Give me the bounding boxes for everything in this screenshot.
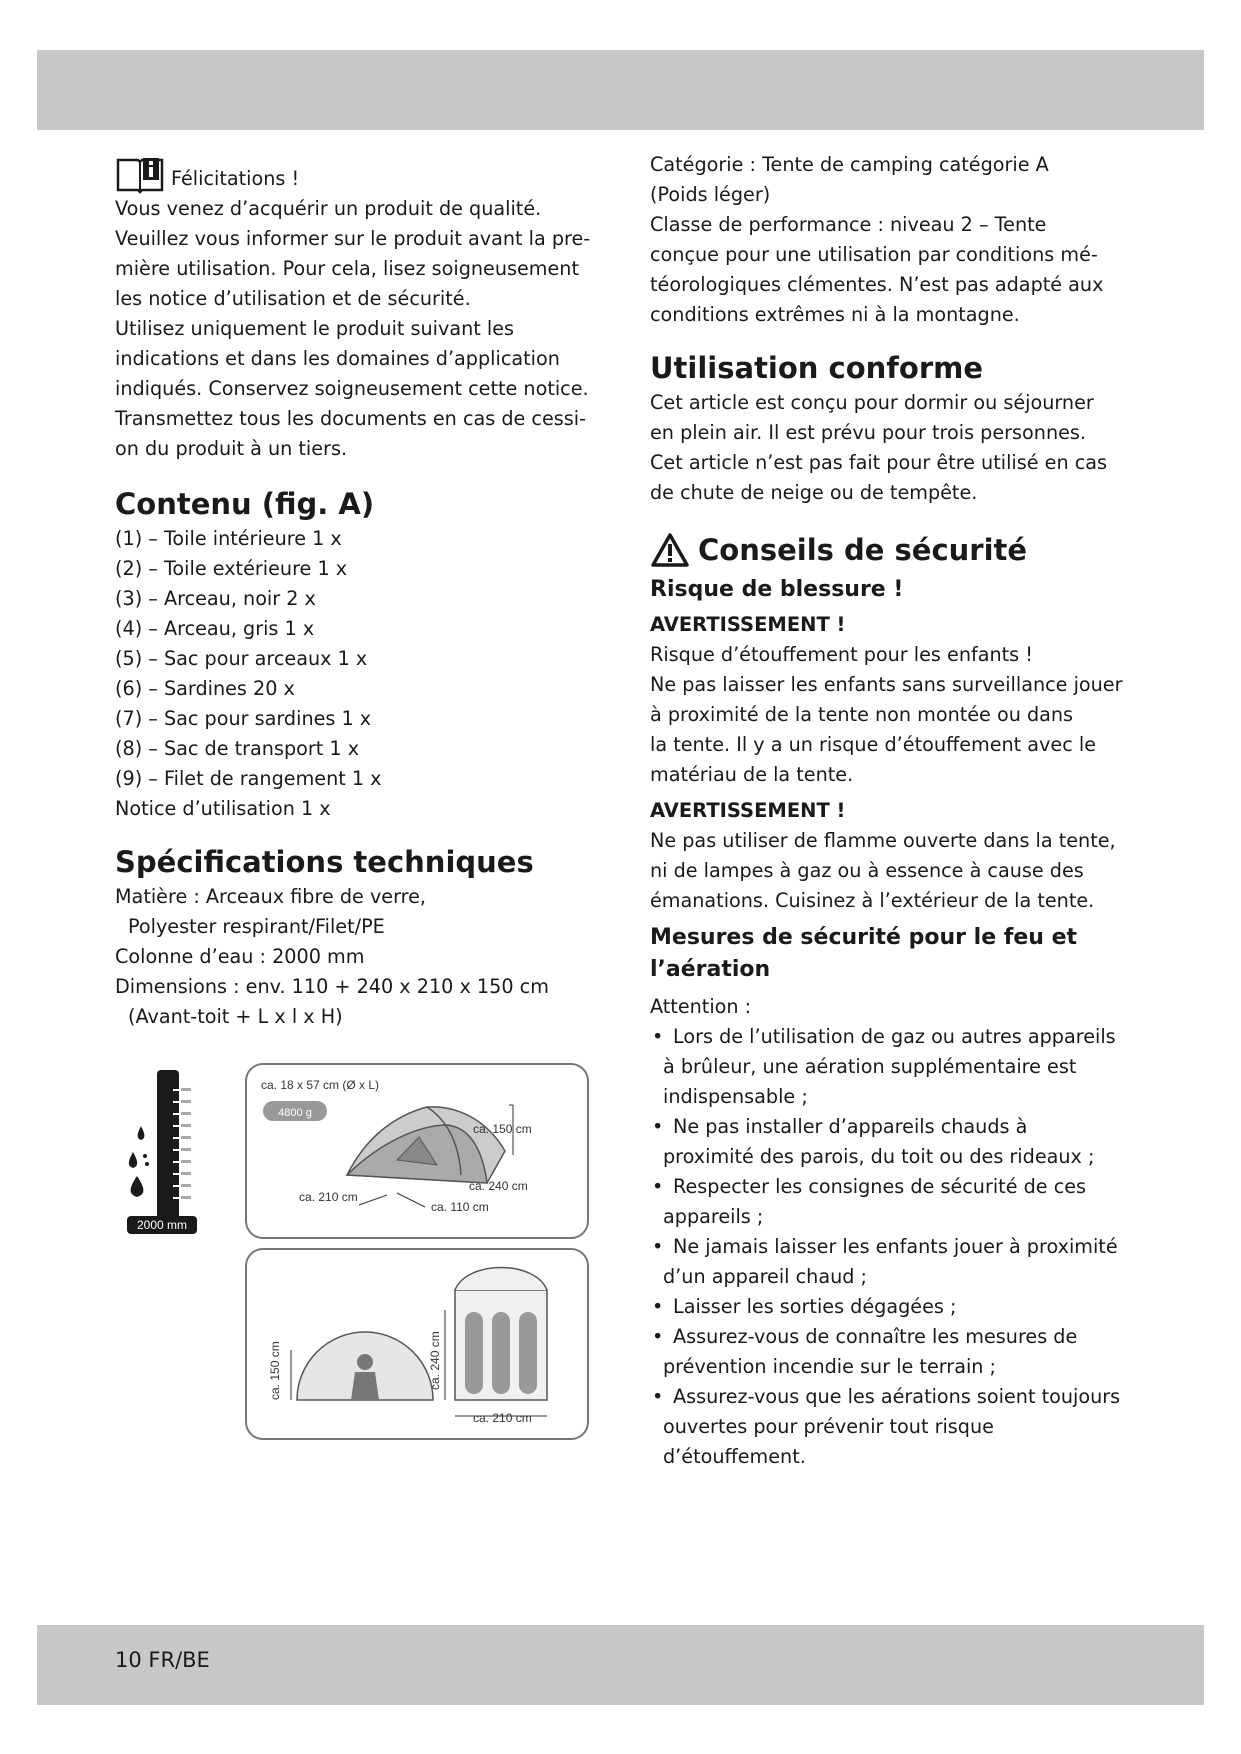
specs-line: Dimensions : env. 110 + 240 x 210 x 150 cm [115, 975, 549, 998]
contents-item: (9) – Filet de rangement 1 x [115, 767, 382, 790]
contents-item: (8) – Sac de transport 1 x [115, 737, 360, 760]
warning1-line: matériau de la tente. [650, 763, 854, 786]
usage-line: Cet article n’est pas fait pour être utilisé en cas [650, 451, 1108, 474]
intro-line: on du produit à un tiers. [115, 437, 348, 460]
height-label: ca. 150 cm [473, 1122, 532, 1136]
warning1-line: la tente. Il y a un risque d’étouffement avec le [650, 733, 1096, 756]
list-item: • Respecter les consignes de sécurité de ces appareils ; [652, 1175, 1087, 1228]
intro-header [115, 150, 595, 194]
warning2-line: Ne pas utiliser de flamme ouverte dans la tente, [650, 829, 1116, 852]
category-line: Classe de performance : niveau 2 – Tente [650, 213, 1047, 236]
contents-item: Notice d’utilisation 1 x [115, 797, 331, 820]
usage-line: Cet article est conçu pour dormir ou séjourner [650, 391, 1094, 414]
list-item: • Assurez-vous de connaître les mesures de prévention incendie sur le terrain ; [652, 1325, 1078, 1378]
category-line: Catégorie : Tente de camping catégorie A [650, 153, 1049, 176]
tent-plan-figure [245, 1248, 589, 1440]
specs-line: Matière : Arceaux fibre de verre, [115, 885, 427, 908]
warning-triangle-icon [650, 532, 690, 568]
footer-band [37, 1625, 1204, 1705]
width-label: ca. 210 cm [299, 1190, 358, 1204]
length-label: ca. 240 cm [469, 1179, 528, 1193]
safety-heading: Conseils de sécurité [698, 533, 1028, 567]
warning2-line: émanations. Cuisinez à l’extérieur de la tente. [650, 889, 1095, 912]
fire-heading: l’aération [650, 957, 771, 982]
intro-line: Utilisez uniquement le produit suivant les [115, 317, 515, 340]
page-number: 10 FR/BE [115, 1648, 210, 1672]
injury-heading: Risque de blessure ! [650, 577, 904, 602]
packed-size-label: ca. 18 x 57 cm (Ø x L) [261, 1078, 380, 1092]
intro-line: Veuillez vous informer sur le produit avant la pre- [115, 227, 591, 250]
specs-heading: Spécifications techniques [115, 845, 534, 879]
list-item: • Laisser les sorties dégagées ; [652, 1295, 957, 1318]
warning1-line: Risque d’étouffement pour les enfants ! [650, 643, 1033, 666]
header-band [37, 50, 1204, 130]
tent-figures [115, 1060, 595, 1440]
specs-line: Polyester respirant/Filet/PE [128, 915, 385, 938]
usage-heading: Utilisation conforme [650, 351, 984, 385]
warning2-line: ni de lampes à gaz ou à essence à cause des [650, 859, 1084, 882]
side-height-label: ca. 150 cm [268, 1341, 282, 1400]
contents-item: (7) – Sac pour sardines 1 x [115, 707, 372, 730]
awning-label: ca. 110 cm [431, 1200, 489, 1214]
specs-line: (Avant-toit + L x l x H) [128, 1005, 343, 1028]
specs-line: Colonne d’eau : 2000 mm [115, 945, 365, 968]
warning2-label: AVERTISSEMENT ! [650, 799, 846, 822]
contents-item: (3) – Arceau, noir 2 x [115, 587, 316, 610]
fire-heading: Mesures de sécurité pour le feu et [650, 925, 1078, 950]
intro-title: Félicitations ! [171, 167, 300, 190]
list-item: • Lors de l’utilisation de gaz ou autres appareils à brûleur, une aération supplémentaire est indispensable ; [652, 1025, 1116, 1108]
contents-item: (5) – Sac pour arceaux 1 x [115, 647, 368, 670]
tent-side-figure [245, 1063, 589, 1239]
intro-line: les notice d’utilisation et de sécurité. [115, 287, 471, 310]
contents-item: (1) – Toile intérieure 1 x [115, 527, 342, 550]
intro-line: Transmettez tous les documents en cas de cessi- [115, 407, 587, 430]
attention-label: Attention : [650, 995, 752, 1018]
info-book-icon [115, 154, 165, 194]
top-length-label: ca. 240 cm [428, 1331, 442, 1390]
usage-line: de chute de neige ou de tempête. [650, 481, 978, 504]
intro-line: mière utilisation. Pour cela, lisez soigneusement [115, 257, 579, 280]
contents-item: (2) – Toile extérieure 1 x [115, 557, 348, 580]
category-line: (Poids léger) [650, 183, 771, 206]
category-line: téorologiques clémentes. N’est pas adapté aux [650, 273, 1104, 296]
right-column [650, 150, 1130, 1472]
list-item: • Ne jamais laisser les enfants jouer à proximité d’un appareil chaud ; [652, 1235, 1118, 1288]
weight-label: 4800 g [278, 1107, 312, 1119]
list-item: • Assurez-vous que les aérations soient toujours ouvertes pour prévenir tout risque d’étouffement. [652, 1385, 1121, 1468]
safety-header [650, 526, 1130, 574]
intro-line: indications et dans les domaines d’application [115, 347, 560, 370]
fire-safety-list [650, 1022, 1130, 1472]
contents-heading: Contenu (fig. A) [115, 487, 375, 521]
contents-item: (4) – Arceau, gris 1 x [115, 617, 315, 640]
intro-line: Vous venez d’acquérir un produit de qualité. [115, 197, 542, 220]
left-column [115, 150, 595, 1032]
top-width-label: ca. 210 cm [473, 1411, 532, 1425]
category-line: conditions extrêmes ni à la montagne. [650, 303, 1020, 326]
category-line: conçue pour une utilisation par conditions mé- [650, 243, 1098, 266]
water-column-gauge [115, 1060, 215, 1250]
usage-line: en plein air. Il est prévu pour trois personnes. [650, 421, 1087, 444]
contents-item: (6) – Sardines 20 x [115, 677, 295, 700]
water-column-label: 2000 mm [136, 1218, 188, 1232]
warning1-line: Ne pas laisser les enfants sans surveillance jouer [650, 673, 1123, 696]
list-item: • Ne pas installer d’appareils chauds à proximité des parois, du toit ou des rideaux ; [652, 1115, 1095, 1168]
intro-line: indiqués. Conservez soigneusement cette notice. [115, 377, 589, 400]
warning1-line: à proximité de la tente non montée ou dans [650, 703, 1074, 726]
warning1-label: AVERTISSEMENT ! [650, 613, 846, 636]
